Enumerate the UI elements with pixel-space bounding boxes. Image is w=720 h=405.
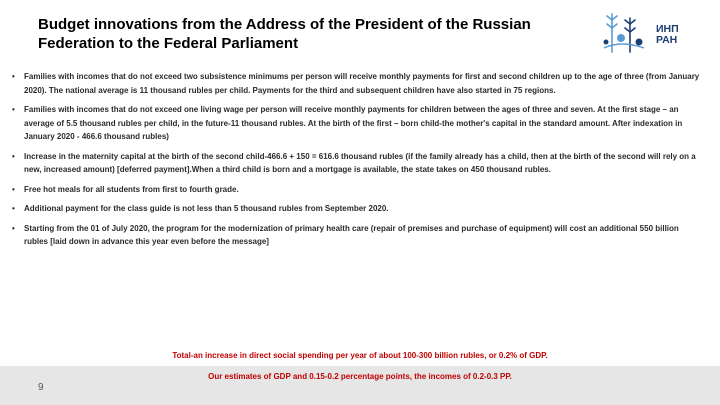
- bullet-dot: •: [12, 105, 15, 114]
- bullet-text: Starting from the 01 of July 2020, the program for the modernization of primary health care (repair of premises and purchase of equipment) will cost an additional 550 billion rubles [laid down in advance this year even before the message]: [24, 223, 679, 246]
- bullet-item: [12, 222, 702, 249]
- logo-text-inp: ИНП: [656, 23, 679, 35]
- bullet-item: [12, 70, 702, 97]
- bullet-item: [12, 103, 702, 144]
- logo-text-ran: РАН: [656, 34, 678, 46]
- summary-gdp-estimate: Our estimates of GDP and 0.15-0.2 percentage points, the incomes of 0.2-0.3 PP.: [208, 372, 512, 381]
- slide-title: Budget innovations from the Address of the President of the Russian Federation to the Federal Parliament: [38, 16, 531, 52]
- bullet-dot: •: [12, 204, 15, 213]
- page-number: 9: [38, 382, 44, 393]
- bullet-dot: •: [12, 184, 15, 194]
- logo-text: [656, 24, 679, 46]
- bullet-text: Free hot meals for all students from first to fourth grade.: [24, 184, 239, 194]
- summary-total-spending: Total-an increase in direct social spending per year of about 100-300 billion rubles, or 0.2% of GDP.: [172, 351, 548, 360]
- bullet-dot: •: [12, 223, 15, 233]
- bullet-text: Increase in the maternity capital at the birth of the second child-466.6 + 150 = 616.6 thousand rubles (if the family already has a child, then at the birth of the second will rely on a new, increased amount) [deferred payment].When a third child is born and a mortgage is available, the state takes on 450 thousand rubles.: [24, 151, 696, 174]
- bullet-dot: •: [12, 72, 15, 81]
- bullet-item: [12, 183, 702, 197]
- bullet-dot: •: [12, 151, 15, 161]
- bullet-text: Families with incomes that do not exceed two subsistence minimums per person will receive monthly payments for first and second children up to the age of three (from January 2020). The national average is 11 thousand rubles per child. Payments for the third and subsequent children have also started in 75 regions.: [24, 72, 700, 95]
- inp-ran-logo: [600, 8, 708, 58]
- bullet-item: [12, 202, 702, 216]
- bullet-item: [12, 150, 702, 177]
- bullet-text: Additional payment for the class guide is not less than 5 thousand rubles from September 2020.: [24, 204, 389, 213]
- bullet-text: Families with incomes that do not exceed one living wage per person will receive monthly payments for children between the ages of three and seven. At the first stage – an average of 5.5 thousand rubles per child, in the future-11 thousand rubles. At the birth of the first – born child-the mother's capital in the standard amount. After indexation in January 2020 - 466.6 thousand rubles): [24, 105, 683, 141]
- bullet-list: [12, 70, 702, 255]
